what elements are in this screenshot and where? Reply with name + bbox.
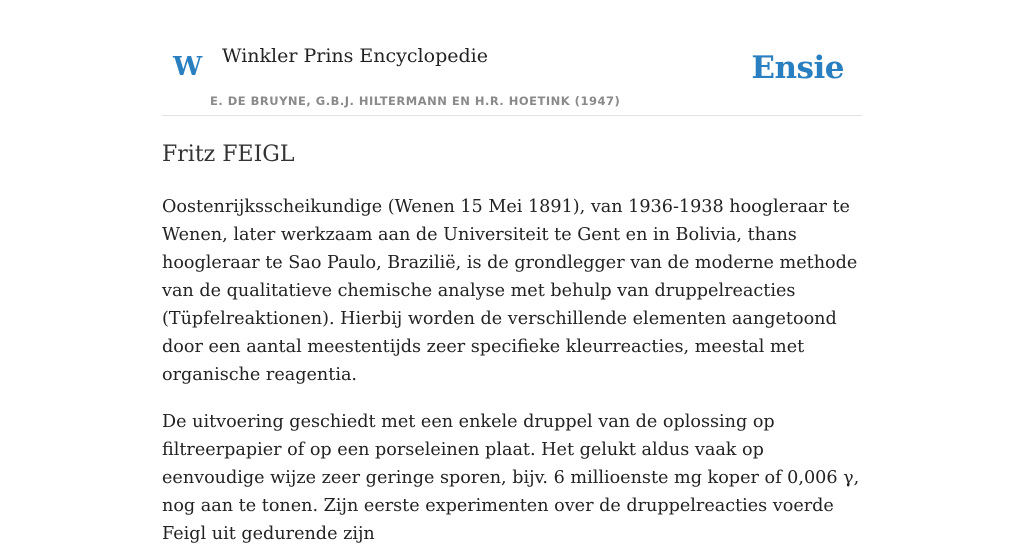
page (162, 0, 862, 548)
article-paragraph: De uitvoering geschiedt met een enkele druppel van de oplossing op filtreerpapier of op een porseleinen plaat. Het gelukt aldus vaak op eenvoudige wijze zeer geringe sporen, bijv. 6 millioenste mg koper of 0,006 γ, nog aan te tonen. Zijn eerste experimenten over de druppelreacties voerde Feigl uit gedurende zijn (162, 412, 860, 544)
encyclopedia-authors: E. DE BRUYNE, G.B.J. HILTERMANN EN H.R. HOETINK (1947) (210, 94, 621, 108)
article-paragraph: Oostenrijksscheikundige (Wenen 15 Mei 1891), van 1936-1938 hoogleraar te Wenen, later werkzaam aan de Universiteit te Gent en in Bolivia, thans hoogleraar te Sao Paulo, Brazilië, is de grondlegger van de moderne methode van de qualitatieve chemische analyse met behulp van druppelreacties (Tüpfelreaktionen). Hierbij worden de verschillende elementen aangetoond door een aantal meestentijds zeer specifieke kleurreacties, meestal met organische reagentia. (162, 197, 858, 385)
ensie-brand-logo[interactable]: Ensie (751, 50, 844, 86)
encyclopedia-title[interactable]: Winkler Prins Encyclopedie (222, 45, 488, 67)
winkler-prins-logo-icon[interactable]: W (173, 52, 202, 82)
article-title: Fritz FEIGL (162, 142, 295, 167)
site-header (162, 0, 862, 116)
